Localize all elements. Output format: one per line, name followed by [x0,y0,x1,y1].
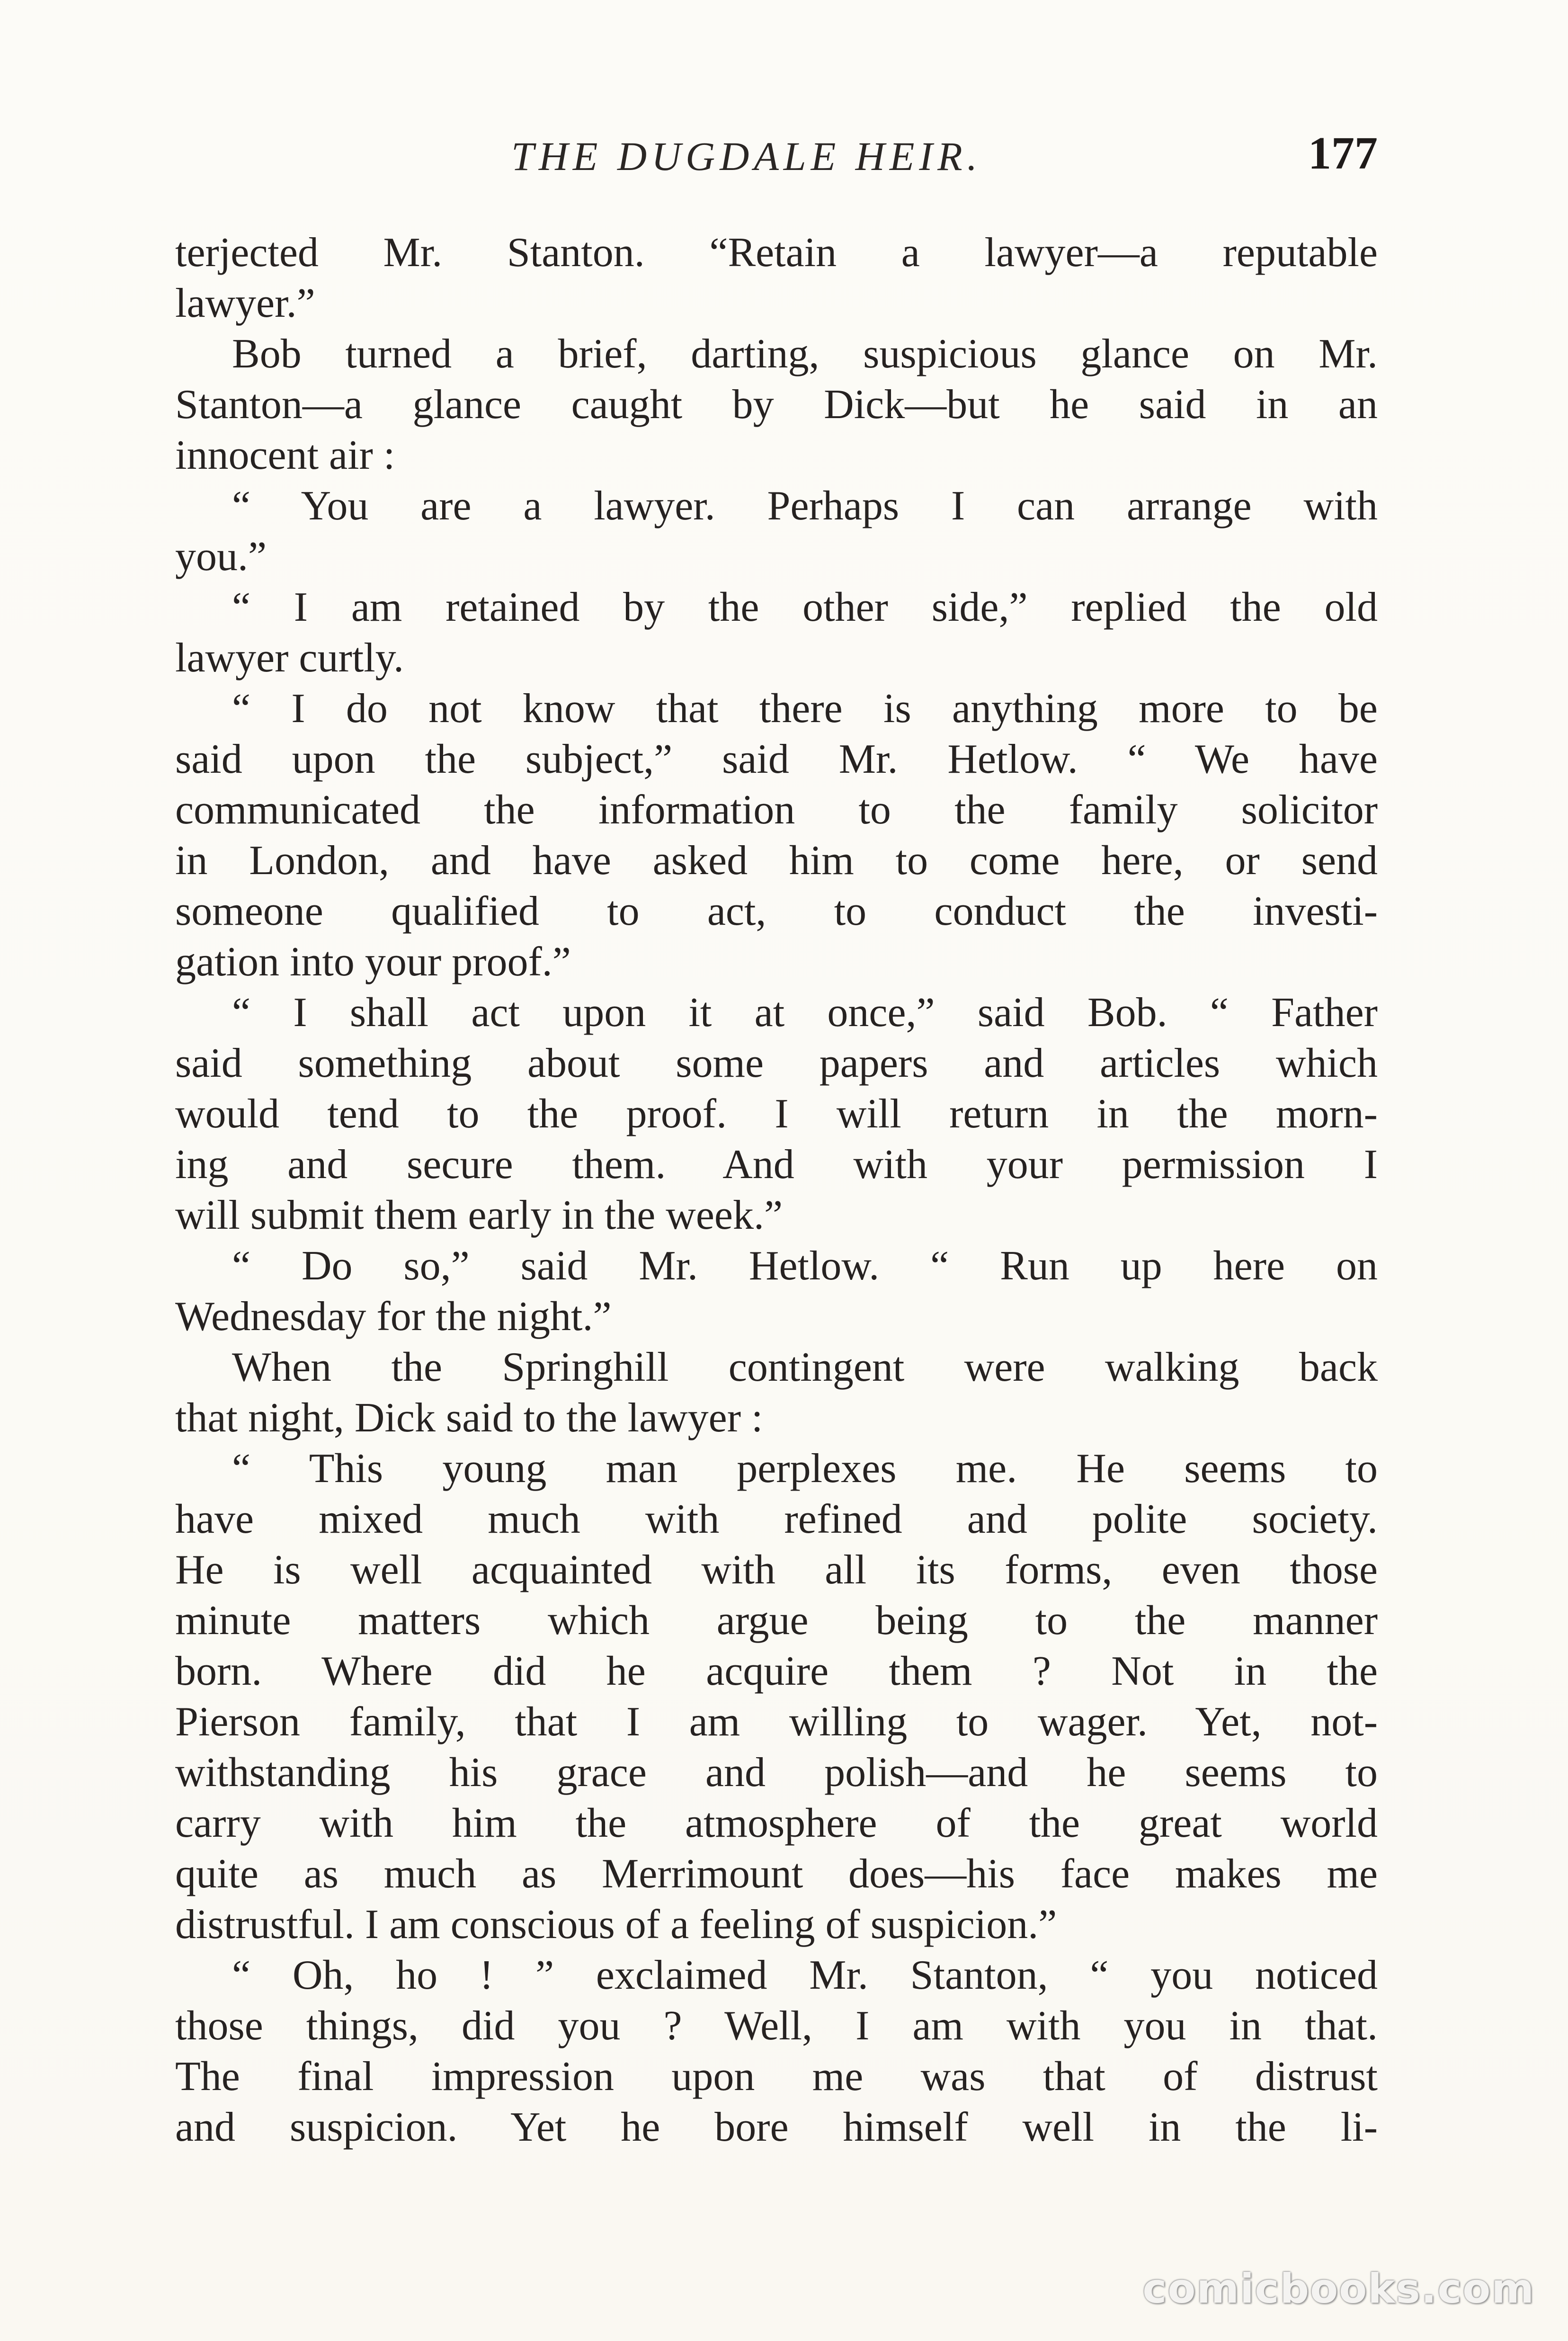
text-line: lawyer curtly. [175,635,404,681]
text-line: lawyer.” [175,280,315,326]
text-line: terjected Mr. Stanton. “Retain a lawyer—a reputable [175,230,1378,276]
text-line: those things, did you ? Well, I am with you in that. [175,2003,1378,2049]
text-line: gation into your proof.” [175,939,571,985]
text-line: withstanding his grace and polish—and he seems to [175,1750,1378,1796]
text-line: you.” [175,534,267,580]
text-line: “ You are a lawyer. Perhaps I can arrange with [232,483,1378,529]
body-text [175,227,1378,2153]
text-line: “ Do so,” said Mr. Hetlow. “ Run up here on [232,1243,1378,1289]
text-line: “ I am retained by the other side,” replied the old [232,584,1378,630]
text-line: that night, Dick said to the lawyer : [175,1395,763,1441]
text-line: innocent air : [175,432,395,478]
text-line: have mixed much with refined and polite society. [175,1496,1378,1542]
text-line: communicated the information to the family solicitor [175,787,1378,833]
text-line: “ I do not know that there is anything more to be [232,686,1378,732]
text-line: The final impression upon me was that of distrust [175,2054,1378,2100]
text-line: Stanton—a glance caught by Dick—but he said in an [175,382,1378,428]
watermark: comicbooks.com [1142,2265,1535,2313]
text-line: said something about some papers and articles which [175,1040,1378,1086]
text-line: distrustful. I am conscious of a feeling of suspicion.” [175,1902,1057,1948]
text-line: will submit them early in the week.” [175,1192,783,1238]
text-line: said upon the subject,” said Mr. Hetlow. “ We have [175,736,1378,782]
text-line: would tend to the proof. I will return in the morn- [175,1091,1378,1137]
text-line: quite as much as Merrimount does—his face makes me [175,1851,1378,1897]
running-title: THE DUGDALE HEIR. [511,134,982,179]
page-number: 177 [1308,128,1378,179]
text-line: minute matters which argue being to the manner [175,1598,1378,1644]
text-line: carry with him the atmosphere of the great world [175,1800,1378,1846]
text-line: Wednesday for the night.” [175,1294,612,1340]
running-head [175,128,1378,185]
text-line: “ Oh, ho ! ” exclaimed Mr. Stanton, “ you noticed [232,1952,1378,1998]
text-line: someone qualified to act, to conduct the investi- [175,888,1378,934]
text-line: Pierson family, that I am willing to wager. Yet, not- [175,1699,1378,1745]
text-line: “ I shall act upon it at once,” said Bob. “ Father [232,990,1378,1036]
text-line: and suspicion. Yet he bore himself well in the li- [175,2104,1378,2150]
text-line: Bob turned a brief, darting, suspicious glance on Mr. [232,331,1378,377]
text-line: in London, and have asked him to come here, or send [175,838,1378,884]
text-line: When the Springhill contingent were walking back [232,1344,1378,1390]
text-line: “ This young man perplexes me. He seems to [232,1446,1378,1492]
text-line: born. Where did he acquire them ? Not in the [175,1648,1378,1694]
text-line: ing and secure them. And with your permission I [175,1142,1378,1188]
text-line: He is well acquainted with all its forms, even those [175,1547,1378,1593]
